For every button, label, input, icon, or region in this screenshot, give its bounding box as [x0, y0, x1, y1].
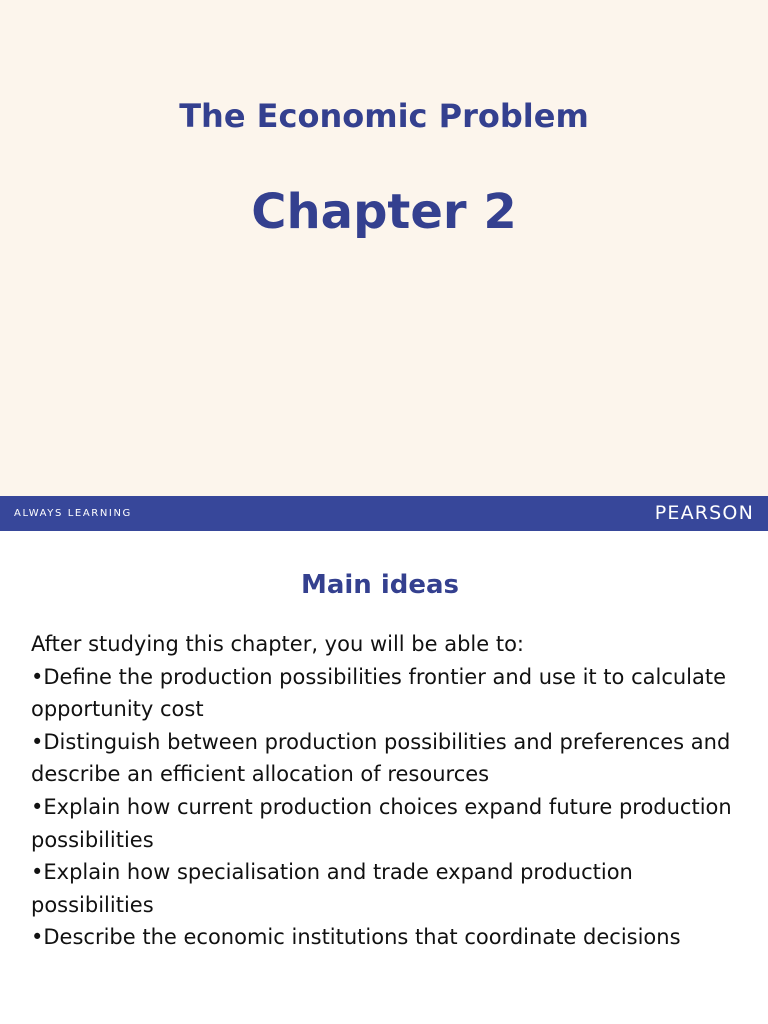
objective-item: •Explain how specialisation and trade expand production possibilities	[31, 860, 633, 917]
section-heading: Main ideas	[300, 570, 460, 600]
publisher-logo: PEARSON	[654, 502, 754, 524]
objective-item: •Explain how current production choices expand future production possibilities	[31, 794, 732, 852]
objective-item: •Define the production possibilities frontier and use it to calculate opportunity cost	[31, 664, 727, 722]
objectives-text	[31, 628, 751, 954]
deck-title: The Economic Problem	[179, 97, 589, 135]
title-slide	[0, 0, 768, 496]
chapter-title: Chapter 2	[251, 184, 517, 240]
intro-text: After studying this chapter, you will be able to:	[31, 632, 525, 656]
publisher-banner	[0, 496, 768, 531]
objective-item: •Distinguish between production possibilities and preferences and describe an efficient allocation of resources	[31, 729, 731, 787]
objective-item: •Describe the economic institutions that coordinate decisions	[31, 925, 681, 950]
tagline: ALWAYS LEARNING	[14, 508, 132, 519]
